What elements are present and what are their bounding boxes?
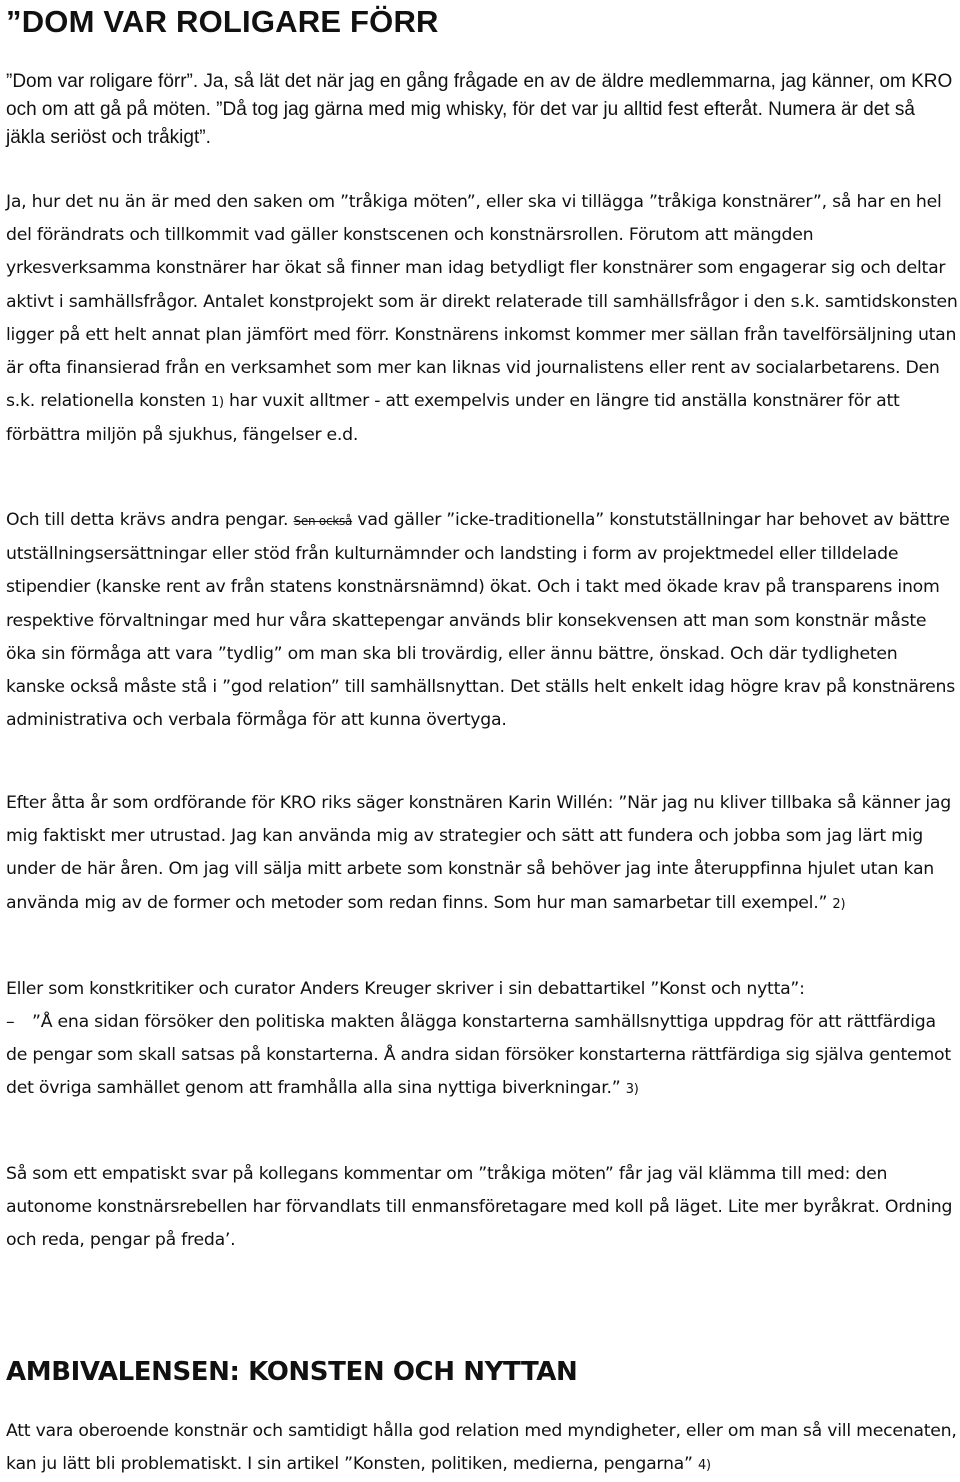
footnote-ref-4: 4): [697, 1458, 711, 1474]
footnote-ref-1: 1): [210, 395, 224, 411]
quote-text: ”Å ena sidan försöker den politiska makten ålägga konstarterna samhällsnyttiga uppdrag för att rättfärdiga de pengar som skall satsas på konstarterna. Å andra sidan försöker konstarterna rättfärdiga sig själva gentemot det övriga samhället genom att framhålla alla sina nyttiga biverkningar.”: [6, 1012, 951, 1099]
paragraph-text: Och till detta krävs andra pengar.: [6, 510, 289, 530]
section-heading: AMBIVALENSEN: KONSTEN OCH NYTTAN: [6, 1357, 578, 1387]
paragraph-text: Så som ett empatiskt svar på kollegans kommentar om ”tråkiga möten” får jag väl klämma till med: den autonome konstnärsrebellen har förvandlats till enmansföretagare med koll på läget. Lite mer byråkrat. Ordning och reda, pengar på freda’.: [6, 1164, 953, 1251]
body-paragraph-6: [6, 1158, 958, 1258]
quote-dash: –: [6, 1012, 15, 1032]
paragraph-text: Ja, hur det nu än är med den saken om ”tråkiga möten”, eller ska vi tillägga ”tråkiga konstnärer”, så har en hel del förändrats och tillkommit vad gäller konstscenen och konstnärsrollen. Förutom att mängden yrkesverksamma konstnärer har ökat så finner man idag betydligt fler konstnärer som engagerar sig och deltar aktivt i samhällsfrågor. Antalet konstprojekt som är direkt relaterade till samhällsfrågor i den s.k. samtidskonsten ligger på ett helt annat plan jämfört med förr. Konstnärens inkomst kommer mer sällan från tavelförsäljning utan är ofta finansierad från en verksamhet som mer kan liknas vid journalistens eller rent av socialarbetarens. Den s.k. relationella konsten: [6, 192, 958, 412]
body-paragraph-4: [6, 973, 958, 1006]
body-paragraph-1: [6, 186, 958, 453]
struck-text: Sen också: [293, 514, 353, 528]
paragraph-text: har vuxit alltmer - att exempelvis under en längre tid anställa konstnärer för att förbättra miljön på sjukhus, fängelser e.d.: [6, 391, 900, 446]
page-title: ”DOM VAR ROLIGARE FÖRR: [6, 4, 439, 39]
block-quote: [6, 1006, 958, 1107]
intro-paragraph: ”Dom var roligare förr”. Ja, så lät det när jag en gång frågade en av de äldre medlemmarna, jag känner, om KRO och om att gå på möten. ”Då tog jag gärna med mig whisky, för det var ju alltid fest efteråt. Numera är det så jäkla seriöst och tråkigt”.: [6, 71, 953, 148]
paragraph-text: Efter åtta år som ordförande för KRO riks säger konstnären Karin Willén: ”När jag nu kliver tillbaka så känner jag mig faktiskt mer utrustad. Jag kan använda mig av strategier och sätt att fundera och jobba som jag lärt mig under de här åren. Om jag vill sälja mitt arbete som konstnär så behöver jag inte återuppfinna hjulet utan kan använda mig av de former och metoder som redan finns. Som hur man samarbetar till exempel.”: [6, 793, 951, 913]
body-paragraph-2: [6, 504, 958, 737]
paragraph-text: Att vara oberoende konstnär och samtidigt hålla god relation med myndigheter, eller om man så vill mecenaten, kan ju lätt bli problematiskt. I sin artikel ”Konsten, politiken, medierna, pengarna”: [6, 1421, 957, 1475]
paragraph-text: vad gäller ”icke-traditionella” konstutställningar har behovet av bättre utställningsersättningar eller stöd från kulturnämnder och landsting i form av projektmedel eller tilldelade stipendier (kanske rent av från statens konstnärsnämnd) ökat. Och i takt med ökade krav på transparens inom respektive förvaltningar med hur våra skattepengar används blir konsekvensen att man som konstnär måste öka sin förmåga att vara ”tydlig” om man ska bli trovärdig, eller ännu bättre, önskad. Och där tydligheten kanske också måste stå i ”god relation” till samhällsnyttan. Det ställs helt enkelt idag högre krav på konstnärens administrativa och verbala förmåga för att kunna övertyga.: [6, 510, 955, 731]
footnote-ref-2: 2): [832, 896, 846, 912]
body-paragraph-7: [6, 1415, 958, 1482]
footnote-ref-3: 3): [625, 1082, 639, 1098]
paragraph-text: Eller som konstkritiker och curator Anders Kreuger skriver i sin debattartikel ”Konst och nytta”:: [6, 979, 805, 999]
body-paragraph-3: [6, 787, 958, 921]
